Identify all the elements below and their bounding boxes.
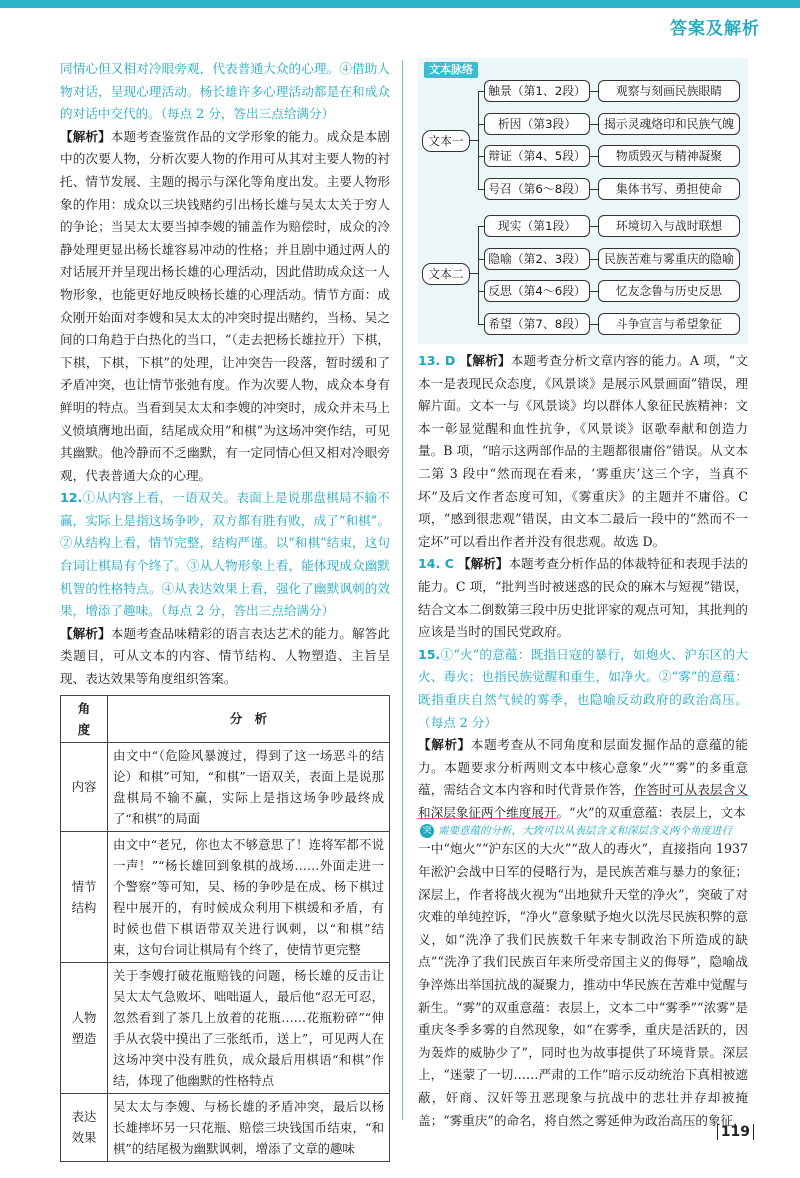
text2-desc: 斗争宣言与希望象征	[598, 313, 740, 335]
table-cell-aspect: 表达效果	[61, 1093, 108, 1161]
text2-section: 现实（第1段）	[484, 215, 590, 237]
answer-13	[418, 350, 748, 553]
text1-label: 文本一	[422, 130, 470, 152]
text1-section: 触景（第1、2段）	[484, 80, 590, 102]
text1-desc: 物质毁灭与精神凝聚	[598, 145, 740, 167]
connector-line	[590, 226, 598, 227]
table-row	[61, 831, 390, 962]
table-header-row	[61, 695, 390, 742]
text2-desc: 忆友念鲁与历史反思	[598, 280, 740, 302]
connector-line	[590, 91, 598, 92]
text1-desc: 集体书写、勇担使命	[598, 178, 740, 200]
text1-section: 号召（第6～8段）	[484, 178, 590, 200]
connector-line	[470, 273, 478, 274]
question-number-14: 14. C	[418, 556, 454, 572]
answer-11-continuation: 同情心但又相对冷眼旁观，代表普通大众的心理。④借助人物对话，呈现心理活动。杨长雄许多心理活动都是在和成众的对话中交代的。（每点 2 分，答出三点给满分）	[60, 61, 390, 122]
left-column	[60, 58, 390, 1162]
answer-12	[60, 487, 390, 623]
table-row	[61, 962, 390, 1093]
analysis-table	[60, 695, 390, 1162]
analysis-11	[60, 126, 390, 488]
page-header-title: 答案及解析	[670, 19, 760, 39]
analysis-tag: 【解析】	[60, 128, 111, 144]
analysis-15-continued: 一中“炮火”“沪东区的大火”“敌人的毒火”，直接指向 1937 年淞沪会战中日军的侵略行为，是民族苦难与暴力的象征；深层上，作者将战火视为“出地狱升天堂的净火”，突破了对灾难的单纯控诉，“净火”意象赋予炮火以洗尽民族积弊的意义，如“洗净了我们民族数千年来专制政治下所造成的缺点”“洗净了我们民族百年来所受帝国主义的侮辱”，隐喻战争淬炼出举国抗战的凝聚力，推动中华民族在苦难中觉醒与新生。“雾”的双重意蕴：表层上，文本二中“雾季”“浓雾”是重庆冬季多雾的自然现象，如“在雾季，重庆是活跃的，因为轰炸的威胁少了”，同时也为故事提供了环境背景。深层上，“迷蒙了一切……严肃的工作”暗示反动统治下真相被遮蔽，奸商、汉奸等丑恶现象与抗战中的悲壮并存却被掩盖；“雾重庆”的命名，将自然之雾延伸为政治高压的象征，	[418, 841, 748, 1128]
table-cell-analysis: 关于李嫂打破花瓶赔钱的问题，杨长雄的反击让吴太太气急败坏、咄咄逼人，最后他“忍无可忍，忽然看到了茶几上放着的花瓶……花瓶粉碎”“伸手从衣袋中摸出了三张纸币，送上”，可见两人在这场冲突中没有胜负，成众最后用棋语“和棋”作结，体现了他幽默的性格特点	[108, 962, 390, 1093]
analysis-12-text: 本题考查品味精彩的语言表达艺术的能力。解答此类题目，可从文本的内容、情节结构、人物塑造、主旨呈现、表达效果等角度组织答案。	[60, 625, 391, 687]
table-cell-analysis: 由文中“老兄，你也太不够意思了！连将军都不说一声！”“杨长雄回到象棋的战场……外面走进一个警察”等可知，吴、杨的争吵是在成、杨下棋过程中展开的，有时候成众利用下棋缓和矛盾，有时候也借下棋语带双关进行讽刺，以“和棋”结束，这句台词让棋局有个终了，使情节更完整	[108, 831, 390, 962]
analysis-tag: 【解析】	[418, 737, 471, 753]
question-number-12: 12.	[60, 490, 83, 506]
tip-text: 需要意蕴的分析，大致可以从表层含义和深层含义两个角度进行	[438, 825, 732, 838]
diagram-title: 文本脉络	[424, 62, 478, 78]
answer-15	[418, 644, 748, 734]
text2-desc: 环境切入与战时联想	[598, 215, 740, 237]
analysis-15-text-a: 本题考查从不同角度和层面发掘作品的意蕴的能力。本题要求分析两则文本中核心意象“火”“雾”的多重意蕴，需结合文本内容和时代背景作答，	[418, 737, 749, 798]
text2-section: 反思（第4～6段）	[484, 280, 590, 302]
table-row	[61, 742, 390, 831]
right-column	[418, 58, 748, 1132]
connector-line	[590, 324, 598, 325]
analysis-13-text: 本题考查分析文章内容的能力。A 项，“文本一是表现民众态度，《风景谈》是展示风景画面”错误，理解片面。文本一与《风景谈》均以群体人象征民族精神：文本一彰显觉醒和血性抗争，《风景谈》讴歌奉献和创造力量。B 项，“暗示这两部作品的主题都很庸俗”错误。从文本二第 3 段中“然而现在看来，‘雾重庆’这三个字，当真不坏”及后文作者态度可知，《雾重庆》的主题并不庸俗。C 项，“感到很悲观”错误，由文本二最后一段中的“然而不一定坏”可以看出作者并没有很悲观。故选 D。	[418, 353, 749, 549]
answer-12-text: ①从内容上看，一语双关。表面上是说那盘棋局不输不赢，实际上是指这场争吵，双方都有胜有败，成了“和棋”。②从结构上看，情节完整，结构严谨。以“和棋”结束，这句台词让棋局有个终了。③从人物形象上看，能体现成众幽默机智的性格特点。④从表达效果上看，强化了幽默讽刺的效果，增添了趣味。（每点 2 分，答出三点给满分）	[60, 490, 390, 619]
question-number-13: 13. D	[418, 353, 456, 368]
text1-section: 辩证（第4、5段）	[484, 145, 590, 167]
connector-line	[478, 226, 479, 324]
connector-line	[590, 156, 598, 157]
top-color-bar	[0, 0, 800, 8]
table-cell-analysis: 吴太太与李嫂、与杨长雄的矛盾冲突，最后以杨长雄摔坏另一只花瓶、赔偿三块钱国币结束，“和棋”的结尾极为幽默讽刺，增添了文章的趣味	[108, 1093, 390, 1161]
analysis-tag: 【解析】	[459, 353, 511, 368]
table-row	[61, 1093, 390, 1161]
connector-line	[590, 189, 598, 190]
connector-line	[478, 91, 479, 189]
table-cell-aspect: 内容	[61, 742, 108, 831]
table-cell-aspect: 情节结构	[61, 831, 108, 962]
text-structure-diagram	[418, 58, 748, 344]
table-header-aspect: 角 度	[61, 695, 108, 742]
table-header-analysis: 分 析	[108, 695, 390, 742]
analysis-15-underlined: 作答时可从表层含义和深层象征两个维度展开	[418, 782, 749, 820]
analysis-11-text: 本题考查鉴赏作品的文学形象的能力。成众是本剧中的次要人物，分析次要人物的作用可从其对主要人物的衬托、情节发展、主题的揭示与深化等角度出发。主要人物形象的作用：成众以三块钱赌约引出杨长雄与吴太太关于穷人的争论；当吴太太要当掉李嫂的铺盖作为赔偿时，成众的冷静处理更显出杨长雄容易冲动的性格；并且剧中通过两人的对话展开并呈现出杨长雄的心理活动，因此借助成众这一人物形象，也能更好地反映杨长雄的心理活动。情节方面：成众刚开始面对李嫂和吴太太的冲突时提出赌约，当杨、吴之间的口角趋于白热化的当口，“（走去把杨长雄拉开）下棋，下棋，下棋，下棋”的处理，让冲突告一段落，暂时缓和了矛盾冲突，也让情节张弛有度。作为次要人物，成众本身有鲜明的特点。当看到吴太太和李嫂的冲突时，成众并未马上义愤填膺地出面，结尾成众用“和棋”为这场冲突作结，可见其幽默。他冷静而不乏幽默，有一定同情心但又相对冷眼旁观，代表普通大众的心理。	[60, 128, 391, 483]
analysis-15-text-b: 。“火”的双重意蕴：表层上，文本	[556, 804, 746, 820]
analysis-15	[418, 734, 748, 824]
answer-14	[418, 553, 748, 643]
analysis-tag: 【解析】	[457, 556, 509, 572]
tip-note	[418, 824, 748, 838]
question-number-15: 15.	[418, 646, 441, 662]
text1-section: 析因（第3段）	[484, 113, 590, 135]
analysis-tag: 【解析】	[60, 625, 111, 641]
text1-desc: 揭示灵魂烙印和民族气魄	[598, 113, 740, 135]
connector-line	[590, 259, 598, 260]
column-divider	[402, 60, 403, 1120]
text2-section: 隐喻（第2、3段）	[484, 248, 590, 270]
analysis-14-text: 本题考查分析作品的体裁特征和表现手法的能力。C 项，“批判当时被迷惑的民众的麻木与短视”错误，结合文本二倒数第三段中历史批评家的观点可知，其批判的应该是当时的国民党政府。	[418, 556, 749, 640]
text2-label: 文本二	[422, 263, 470, 285]
analysis-12	[60, 623, 390, 691]
page-number: 119	[717, 1124, 754, 1140]
text2-desc: 民族苦难与雾重庆的隐喻	[598, 248, 740, 270]
tip-icon: 突	[420, 824, 434, 838]
table-cell-aspect: 人物塑造	[61, 962, 108, 1093]
answer-15-text: ①“火”的意蕴：既指日寇的暴行，如炮火、沪东区的大火、毒火；也指民族觉醒和重生，如净火。②“雾”的意蕴：既指重庆自然气候的雾季，也隐喻反动政府的政治高压。（每点 2 分）	[418, 646, 748, 730]
text1-desc: 观察与刻画民族眼睛	[598, 80, 740, 102]
text2-section: 希望（第7、8段）	[484, 313, 590, 335]
connector-line	[470, 140, 478, 141]
connector-line	[590, 124, 598, 125]
connector-line	[590, 291, 598, 292]
table-cell-analysis: 由文中“（危险风暴渡过，得到了这一场恶斗的结论）和棋”可知，“和棋”一语双关，表面上是说那盘棋局不输不赢，实际上是指这场争吵最终成了“和棋”的局面	[108, 742, 390, 831]
